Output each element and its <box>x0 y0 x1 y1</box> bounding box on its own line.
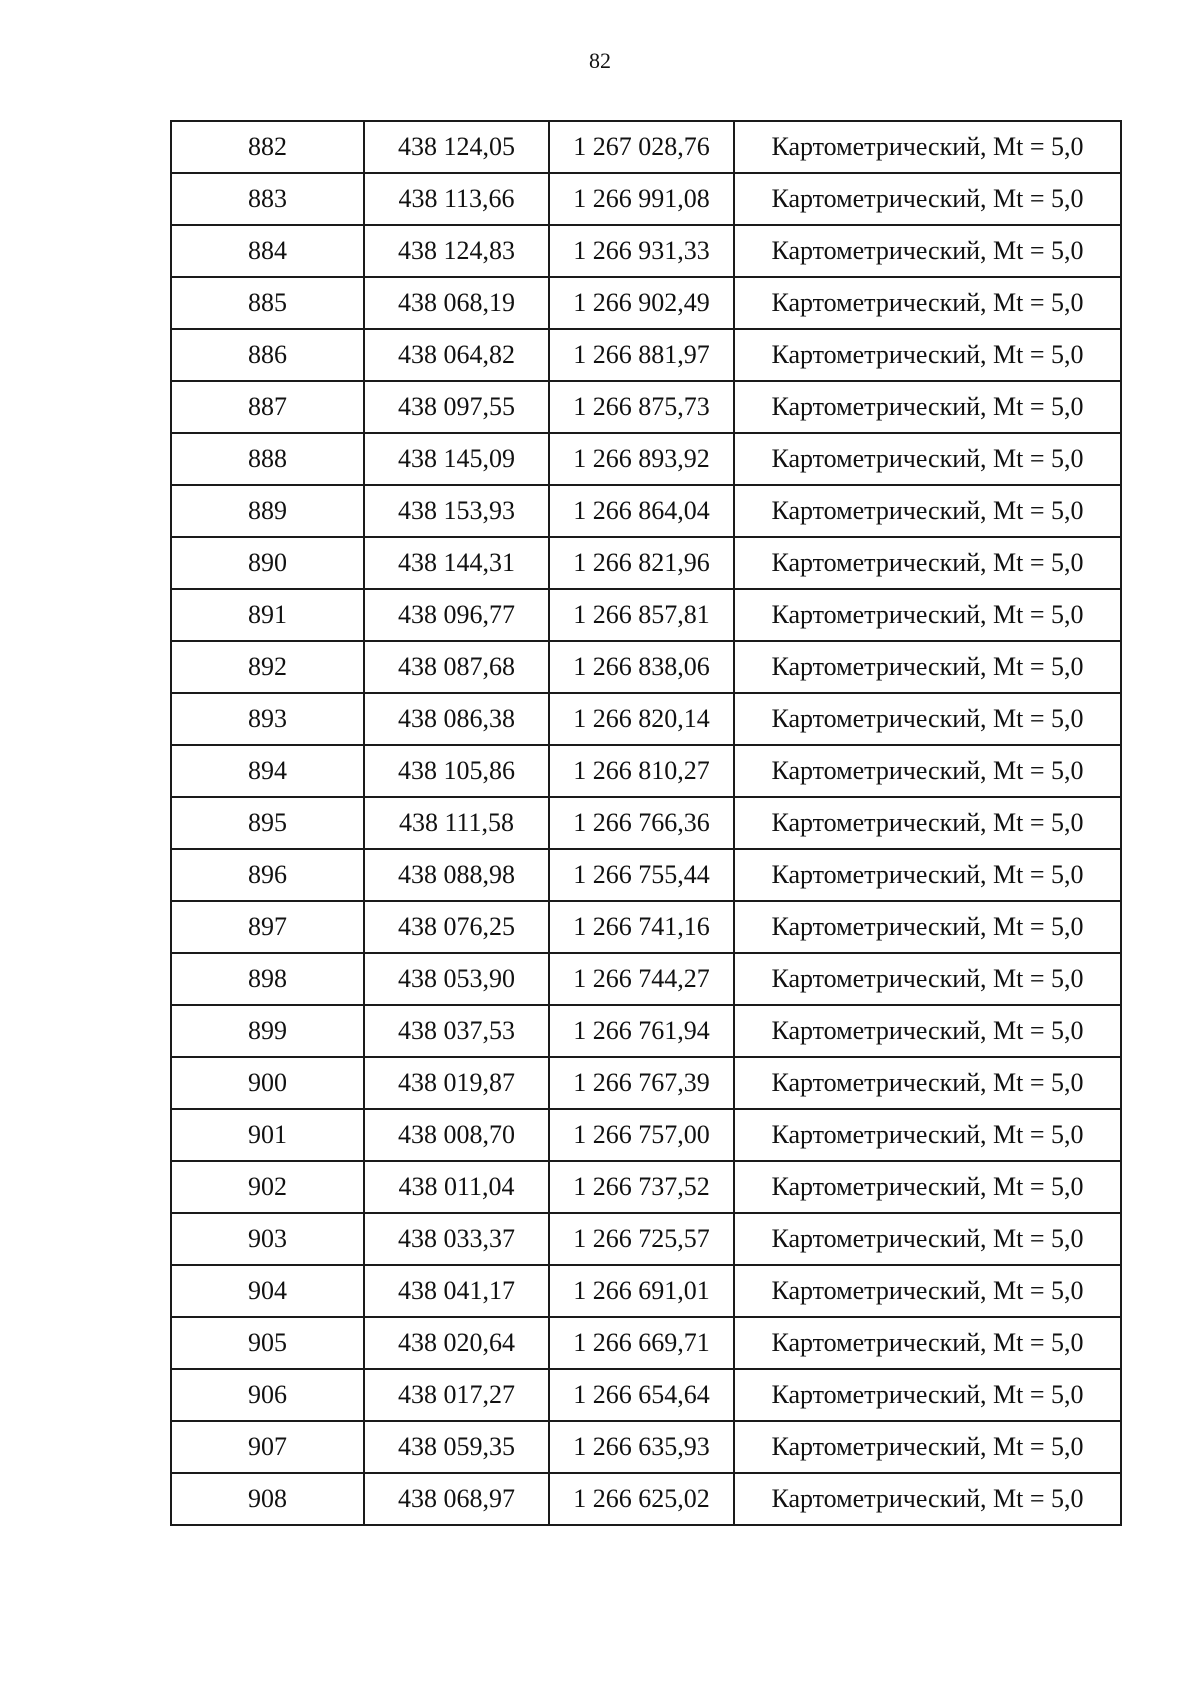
y-coordinate-cell: 1 267 028,76 <box>549 121 734 173</box>
method-cell: Картометрический, Mt = 5,0 <box>734 381 1121 433</box>
point-number-cell: 894 <box>171 745 364 797</box>
x-coordinate-cell: 438 097,55 <box>364 381 549 433</box>
y-coordinate-cell: 1 266 755,44 <box>549 849 734 901</box>
y-coordinate-cell: 1 266 821,96 <box>549 537 734 589</box>
y-coordinate-cell: 1 266 767,39 <box>549 1057 734 1109</box>
method-cell: Картометрический, Mt = 5,0 <box>734 1265 1121 1317</box>
x-coordinate-cell: 438 033,37 <box>364 1213 549 1265</box>
method-cell: Картометрический, Mt = 5,0 <box>734 1369 1121 1421</box>
x-coordinate-cell: 438 053,90 <box>364 953 549 1005</box>
x-coordinate-cell: 438 144,31 <box>364 537 549 589</box>
y-coordinate-cell: 1 266 725,57 <box>549 1213 734 1265</box>
method-cell: Картометрический, Mt = 5,0 <box>734 1161 1121 1213</box>
y-coordinate-cell: 1 266 669,71 <box>549 1317 734 1369</box>
y-coordinate-cell: 1 266 761,94 <box>549 1005 734 1057</box>
table-row <box>171 1317 1121 1369</box>
x-coordinate-cell: 438 153,93 <box>364 485 549 537</box>
x-coordinate-cell: 438 037,53 <box>364 1005 549 1057</box>
x-coordinate-cell: 438 124,83 <box>364 225 549 277</box>
table-row <box>171 1057 1121 1109</box>
y-coordinate-cell: 1 266 857,81 <box>549 589 734 641</box>
point-number-cell: 897 <box>171 901 364 953</box>
point-number-cell: 908 <box>171 1473 364 1525</box>
table-row <box>171 1161 1121 1213</box>
method-cell: Картометрический, Mt = 5,0 <box>734 693 1121 745</box>
y-coordinate-cell: 1 266 741,16 <box>549 901 734 953</box>
y-coordinate-cell: 1 266 991,08 <box>549 173 734 225</box>
table-row <box>171 485 1121 537</box>
y-coordinate-cell: 1 266 931,33 <box>549 225 734 277</box>
table-row <box>171 693 1121 745</box>
table-row <box>171 745 1121 797</box>
y-coordinate-cell: 1 266 838,06 <box>549 641 734 693</box>
point-number-cell: 887 <box>171 381 364 433</box>
point-number-cell: 883 <box>171 173 364 225</box>
y-coordinate-cell: 1 266 820,14 <box>549 693 734 745</box>
method-cell: Картометрический, Mt = 5,0 <box>734 797 1121 849</box>
point-number-cell: 884 <box>171 225 364 277</box>
table-row <box>171 1005 1121 1057</box>
y-coordinate-cell: 1 266 766,36 <box>549 797 734 849</box>
method-cell: Картометрический, Mt = 5,0 <box>734 433 1121 485</box>
x-coordinate-cell: 438 076,25 <box>364 901 549 953</box>
y-coordinate-cell: 1 266 635,93 <box>549 1421 734 1473</box>
x-coordinate-cell: 438 087,68 <box>364 641 549 693</box>
y-coordinate-cell: 1 266 893,92 <box>549 433 734 485</box>
method-cell: Картометрический, Mt = 5,0 <box>734 329 1121 381</box>
x-coordinate-cell: 438 011,04 <box>364 1161 549 1213</box>
x-coordinate-cell: 438 068,97 <box>364 1473 549 1525</box>
x-coordinate-cell: 438 068,19 <box>364 277 549 329</box>
x-coordinate-cell: 438 124,05 <box>364 121 549 173</box>
point-number-cell: 895 <box>171 797 364 849</box>
coordinates-table <box>170 120 1122 1526</box>
y-coordinate-cell: 1 266 625,02 <box>549 1473 734 1525</box>
table-row <box>171 537 1121 589</box>
point-number-cell: 892 <box>171 641 364 693</box>
method-cell: Картометрический, Mt = 5,0 <box>734 225 1121 277</box>
table-row <box>171 121 1121 173</box>
table-row <box>171 329 1121 381</box>
point-number-cell: 907 <box>171 1421 364 1473</box>
table-row <box>171 1421 1121 1473</box>
y-coordinate-cell: 1 266 881,97 <box>549 329 734 381</box>
point-number-cell: 900 <box>171 1057 364 1109</box>
method-cell: Картометрический, Mt = 5,0 <box>734 1473 1121 1525</box>
point-number-cell: 904 <box>171 1265 364 1317</box>
table-row <box>171 381 1121 433</box>
y-coordinate-cell: 1 266 737,52 <box>549 1161 734 1213</box>
table-row <box>171 901 1121 953</box>
coordinates-table-body <box>171 121 1121 1525</box>
table-row <box>171 173 1121 225</box>
x-coordinate-cell: 438 020,64 <box>364 1317 549 1369</box>
table-row <box>171 433 1121 485</box>
x-coordinate-cell: 438 105,86 <box>364 745 549 797</box>
table-row <box>171 589 1121 641</box>
point-number-cell: 890 <box>171 537 364 589</box>
point-number-cell: 889 <box>171 485 364 537</box>
table-row <box>171 641 1121 693</box>
method-cell: Картометрический, Mt = 5,0 <box>734 1421 1121 1473</box>
method-cell: Картометрический, Mt = 5,0 <box>734 537 1121 589</box>
method-cell: Картометрический, Mt = 5,0 <box>734 277 1121 329</box>
y-coordinate-cell: 1 266 744,27 <box>549 953 734 1005</box>
method-cell: Картометрический, Mt = 5,0 <box>734 901 1121 953</box>
point-number-cell: 906 <box>171 1369 364 1421</box>
x-coordinate-cell: 438 064,82 <box>364 329 549 381</box>
point-number-cell: 886 <box>171 329 364 381</box>
point-number-cell: 891 <box>171 589 364 641</box>
x-coordinate-cell: 438 019,87 <box>364 1057 549 1109</box>
method-cell: Картометрический, Mt = 5,0 <box>734 485 1121 537</box>
x-coordinate-cell: 438 096,77 <box>364 589 549 641</box>
y-coordinate-cell: 1 266 810,27 <box>549 745 734 797</box>
page-number: 82 <box>589 48 611 73</box>
table-row <box>171 1369 1121 1421</box>
y-coordinate-cell: 1 266 875,73 <box>549 381 734 433</box>
table-row <box>171 797 1121 849</box>
point-number-cell: 905 <box>171 1317 364 1369</box>
method-cell: Картометрический, Mt = 5,0 <box>734 1213 1121 1265</box>
method-cell: Картометрический, Mt = 5,0 <box>734 641 1121 693</box>
x-coordinate-cell: 438 041,17 <box>364 1265 549 1317</box>
point-number-cell: 902 <box>171 1161 364 1213</box>
point-number-cell: 888 <box>171 433 364 485</box>
method-cell: Картометрический, Mt = 5,0 <box>734 1057 1121 1109</box>
x-coordinate-cell: 438 111,58 <box>364 797 549 849</box>
method-cell: Картометрический, Mt = 5,0 <box>734 589 1121 641</box>
point-number-cell: 882 <box>171 121 364 173</box>
x-coordinate-cell: 438 088,98 <box>364 849 549 901</box>
point-number-cell: 903 <box>171 1213 364 1265</box>
method-cell: Картометрический, Mt = 5,0 <box>734 745 1121 797</box>
method-cell: Картометрический, Mt = 5,0 <box>734 953 1121 1005</box>
point-number-cell: 893 <box>171 693 364 745</box>
y-coordinate-cell: 1 266 864,04 <box>549 485 734 537</box>
x-coordinate-cell: 438 145,09 <box>364 433 549 485</box>
x-coordinate-cell: 438 059,35 <box>364 1421 549 1473</box>
point-number-cell: 898 <box>171 953 364 1005</box>
y-coordinate-cell: 1 266 654,64 <box>549 1369 734 1421</box>
x-coordinate-cell: 438 113,66 <box>364 173 549 225</box>
method-cell: Картометрический, Mt = 5,0 <box>734 1317 1121 1369</box>
method-cell: Картометрический, Mt = 5,0 <box>734 121 1121 173</box>
y-coordinate-cell: 1 266 757,00 <box>549 1109 734 1161</box>
table-row <box>171 849 1121 901</box>
point-number-cell: 901 <box>171 1109 364 1161</box>
method-cell: Картометрический, Mt = 5,0 <box>734 173 1121 225</box>
method-cell: Картометрический, Mt = 5,0 <box>734 849 1121 901</box>
table-row <box>171 1265 1121 1317</box>
table-row <box>171 953 1121 1005</box>
point-number-cell: 896 <box>171 849 364 901</box>
table-row <box>171 1213 1121 1265</box>
table-row <box>171 1109 1121 1161</box>
x-coordinate-cell: 438 008,70 <box>364 1109 549 1161</box>
table-row <box>171 225 1121 277</box>
x-coordinate-cell: 438 086,38 <box>364 693 549 745</box>
y-coordinate-cell: 1 266 902,49 <box>549 277 734 329</box>
table-row <box>171 277 1121 329</box>
point-number-cell: 899 <box>171 1005 364 1057</box>
y-coordinate-cell: 1 266 691,01 <box>549 1265 734 1317</box>
method-cell: Картометрический, Mt = 5,0 <box>734 1109 1121 1161</box>
method-cell: Картометрический, Mt = 5,0 <box>734 1005 1121 1057</box>
point-number-cell: 885 <box>171 277 364 329</box>
table-row <box>171 1473 1121 1525</box>
x-coordinate-cell: 438 017,27 <box>364 1369 549 1421</box>
